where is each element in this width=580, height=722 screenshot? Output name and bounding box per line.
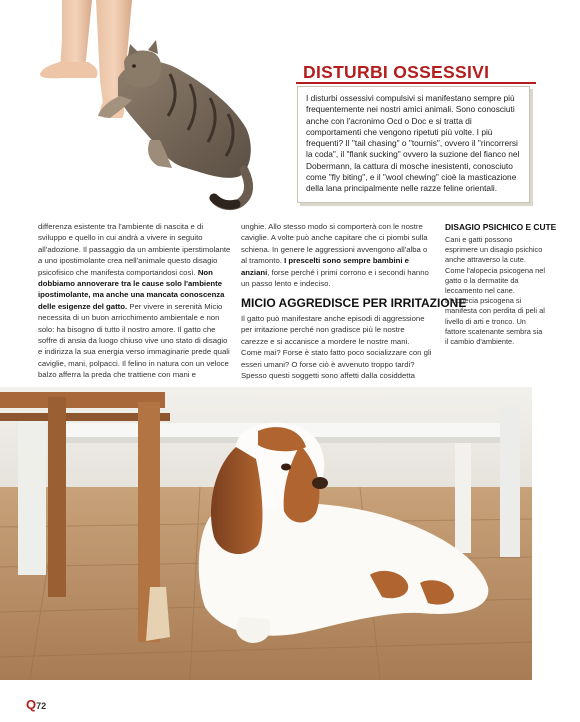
column2-bold-text: I prescelti sono sempre bambini e anziani xyxy=(241,256,409,277)
cat-legs-illustration xyxy=(0,0,300,215)
column1-text-1: differenza esistente tra l'ambiente di nascita e di sviluppo e quello in cui andrà a vivere in seguito all'adozione. Il passaggio da un ambiente iperstimolante a uno ipostimolante crea nell'animale questo disagio psicofisico che manifesta comportandosi così. xyxy=(38,222,231,277)
column1-text-2: Per vivere in serenità Micio necessita di un buon arricchimento ambientale e non solo: ha bisogno di tutto il nostro amore. Il gatto che soffre di ansia da luogo chiuso vive uno stato di disagio e indirizza la sua energia verso immaginarie prede quali caviglie, mani, polpacci. Il felino in natura con un veloce balzo afferra la preda che trattiene con mani e xyxy=(38,301,230,380)
column2-text-1b: , forse perché i primi corrono e i secondi hanno un passo lento e indeciso. xyxy=(241,267,429,289)
dog-photo xyxy=(0,387,532,680)
page-number-value: 72 xyxy=(36,701,47,711)
magazine-logo-letter: Q xyxy=(26,697,37,712)
cocker-spaniel-illustration xyxy=(0,387,532,680)
section-title: DISTURBI OSSESSIVI xyxy=(303,62,490,82)
title-underline xyxy=(296,82,536,84)
intro-text: I disturbi ossessivi compulsivi si manifestano sempre più frequentemente nei nostri amici animali. Sono conosciuti anche con l'acronimo Ocd o Doc e si tratta di comportamenti che vengono ripetuti più volte. I più frequenti? Il "tail chasing" o "tournis", ovvero il "rincorrersi la coda", il "flank sucking" ovvero la suzione del fianco nel Dobermann, la cattura di mosche inesistenti, conosciuto come "fly biting", e il "wool chewing" cioè la masticazione della lana principalmente nelle razze feline orientali. xyxy=(306,93,520,194)
column2-text-1: unghie. Allo stesso modo si comporterà con le nostre caviglie. A volte può anche capitare che ci piombi sulla schiena. In genere le aggressioni avvengono all'alba o al tramonto. xyxy=(241,222,428,266)
column1-bold-text: Non dobbiamo annoverare tra le cause solo l'ambiente ipostimolante, ma anche una mancata conoscenza delle esigenze del gatto. xyxy=(38,267,225,311)
sidebar-title: DISAGIO PSICHICO E CUTE xyxy=(445,222,557,232)
cat-legs-photo xyxy=(0,0,300,215)
intro-box xyxy=(297,86,530,203)
body-column-1 xyxy=(38,221,231,381)
page-number xyxy=(26,697,46,712)
body-column-2 xyxy=(241,221,432,289)
subheading: MICIO AGGREDISCE PER IRRITAZIONE xyxy=(241,296,467,310)
sidebar-text: Cani e gatti possono esprimere un disagio psichico anche attraverso la cute. Come l'alopecia psicogena nel gatto o la dermatite da leccamento nel cane. L'alopecia psicogena si manifesta con perdita di peli al livello di arti e tronco. Un fattore scatenante sembra sia il cambio d'ambiente. xyxy=(445,235,546,347)
body-column-2-continued: Il gatto può manifestare anche episodi di aggressione per irritazione perché non gradisce più le nostre carezze e si accanisce a mordere le nostre mani. Come mai? Forse è stato fatto poco socializzare con gli esseri umani? O forse ciò è avvenuto troppo tardi? Spesso questi soggetti sono affetti dalla cosiddetta xyxy=(241,314,432,381)
